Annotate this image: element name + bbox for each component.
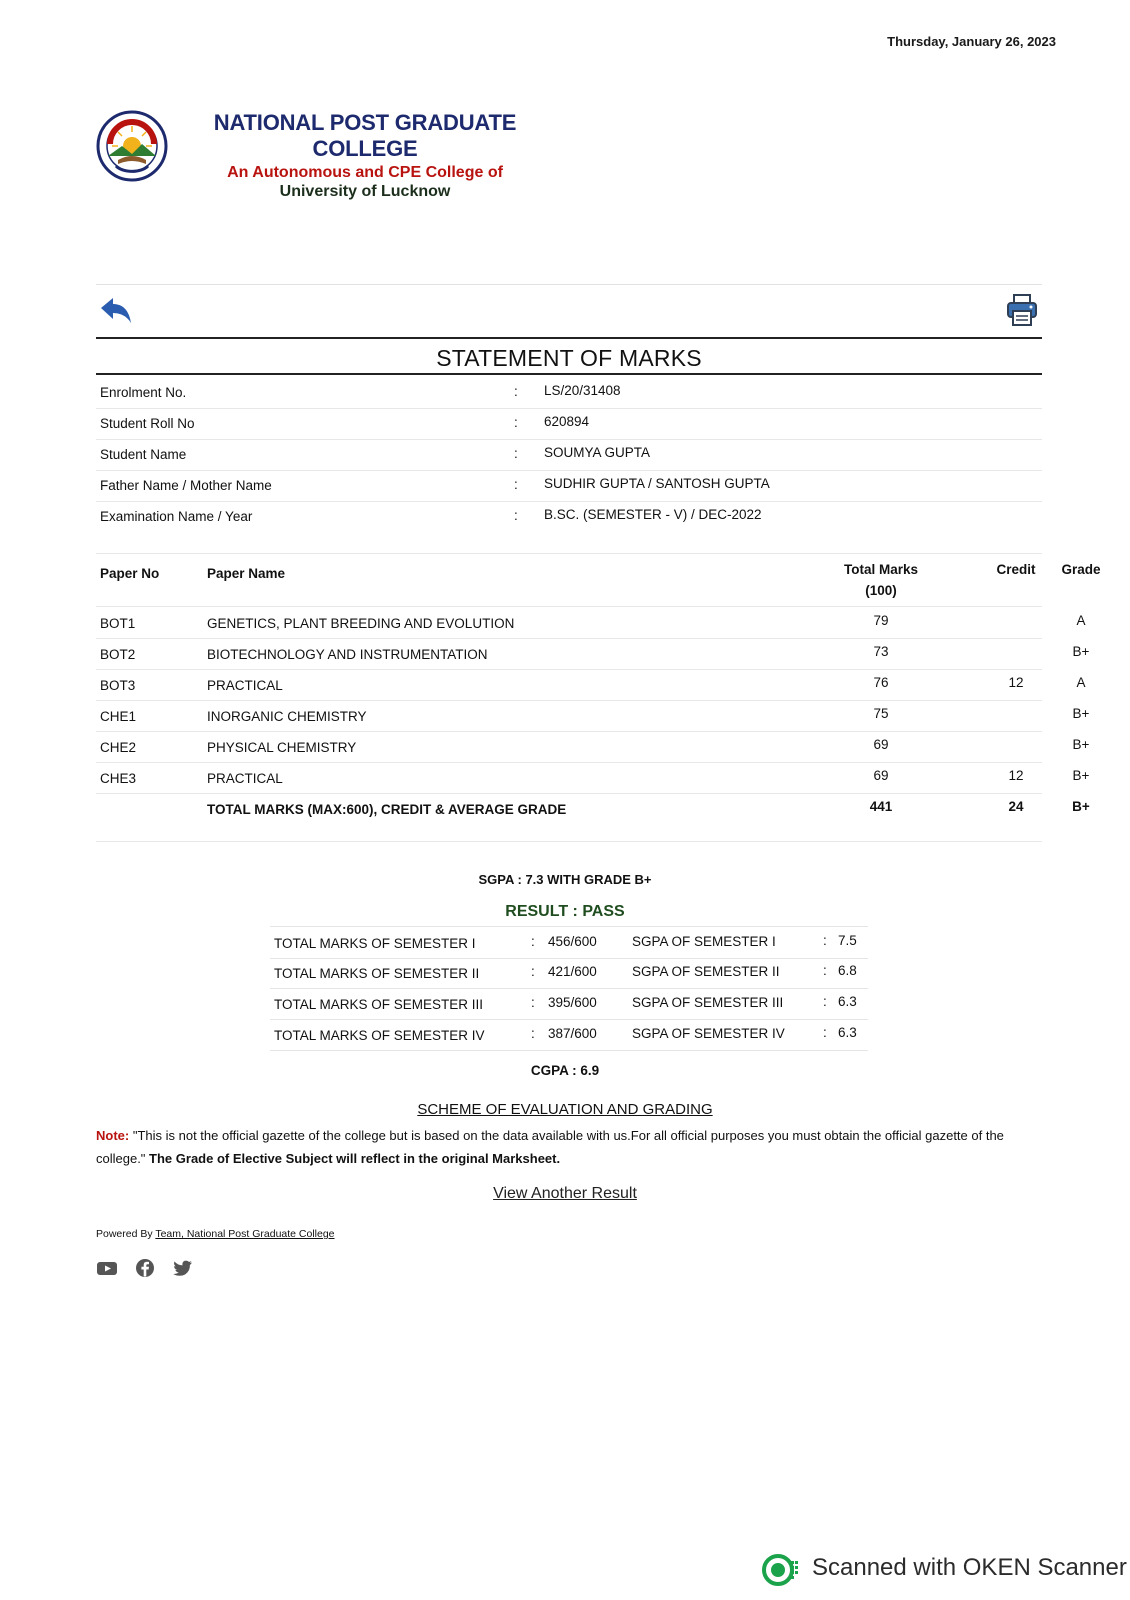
info-sep: : [514,384,518,399]
paper-grade: A [1076,613,1086,628]
sem-sgpa-label: SGPA OF SEMESTER III [632,995,784,1010]
info-label: Examination Name / Year [100,509,253,524]
paper-marks: 69 [873,737,889,752]
paper-grade: B+ [1072,706,1090,721]
college-name: NATIONAL POST GRADUATE COLLEGE [213,110,517,161]
paper-grade: B+ [1072,737,1090,752]
info-sep: : [514,508,518,523]
paper-credit: 12 [1008,675,1024,690]
paper-marks: 79 [873,613,889,628]
paper-marks: 75 [873,706,889,721]
sem-colon: : [823,1025,827,1040]
youtube-icon[interactable] [96,1258,118,1278]
sem-sgpa: 6.8 [838,963,857,978]
divider [96,284,1042,285]
title-bottom-rule [96,373,1042,375]
total-label: TOTAL MARKS (MAX:600), CREDIT & AVERAGE GRADE [207,802,567,817]
powered-by [96,1228,335,1240]
sem-colon: : [531,1026,535,1041]
sem-sgpa-label: SGPA OF SEMESTER I [632,934,776,949]
back-arrow-icon[interactable] [98,295,134,327]
college-subtitle-1: An Autonomous and CPE College of [227,164,503,181]
paper-marks: 76 [873,675,889,690]
sem-sgpa-label: SGPA OF SEMESTER IV [632,1026,785,1041]
total-grade: B+ [1072,799,1090,814]
scheme-of-evaluation-link[interactable]: SCHEME OF EVALUATION AND GRADING [417,1101,713,1118]
paper-credit: 12 [1008,768,1024,783]
info-sep: : [514,446,518,461]
sem-colon: : [823,994,827,1009]
info-value: LS/20/31408 [544,383,621,398]
note-bold-text: The Grade of Elective Subject will reflect in the original Marksheet. [149,1151,561,1166]
info-row [96,439,1042,471]
sem-marks: 395/600 [548,995,597,1010]
paper-marks: 73 [873,644,889,659]
paper-grade: B+ [1072,644,1090,659]
paper-no: BOT2 [100,647,136,662]
info-label: Enrolment No. [100,385,187,400]
semester-row [270,1019,868,1051]
paper-name: PHYSICAL CHEMISTRY [207,740,357,755]
info-label: Father Name / Mother Name [100,478,272,493]
semester-row [270,988,868,1020]
info-sep: : [514,415,518,430]
disclaimer-note [96,1124,1042,1170]
paper-name: INORGANIC CHEMISTRY [207,709,367,724]
powered-prefix: Powered By [96,1228,156,1240]
header-paper-no: Paper No [100,566,160,581]
header-paper-name: Paper Name [207,566,286,581]
paper-no: CHE1 [100,709,137,724]
paper-no: BOT3 [100,678,136,693]
title-top-rule [96,337,1042,339]
college-heading [175,110,555,201]
total-row [96,793,1090,842]
sem-colon: : [531,964,535,979]
info-value: 620894 [544,414,590,429]
sem-colon: : [823,933,827,948]
sem-sgpa: 6.3 [838,1025,857,1040]
twitter-icon[interactable] [172,1258,194,1278]
total-credit: 24 [1008,799,1024,814]
table-row [96,731,1090,763]
college-seal-logo [96,110,168,182]
total-marks: 441 [869,799,893,814]
college-subtitle-2: University of Lucknow [279,183,451,200]
paper-name: BIOTECHNOLOGY AND INSTRUMENTATION [207,647,488,662]
info-value: SOUMYA GUPTA [544,445,651,460]
info-row [96,408,1042,440]
table-row [96,607,1086,639]
table-row [96,762,1090,794]
paper-grade: B+ [1072,768,1090,783]
info-label: Student Name [100,447,187,462]
printer-icon[interactable] [1006,293,1038,327]
paper-no: CHE2 [100,740,137,755]
info-row [96,377,1042,409]
info-value: B.SC. (SEMESTER - V) / DEC-2022 [544,507,762,522]
table-row [96,638,1090,670]
info-sep: : [514,477,518,492]
header-grade: Grade [1061,562,1101,577]
paper-grade: A [1076,675,1086,690]
info-row [96,470,1042,502]
marks-table-header [96,554,1101,607]
info-row [96,501,1042,554]
header-total-marks-sub: (100) [865,583,897,598]
result-status: RESULT : PASS [505,903,625,920]
paper-name: PRACTICAL [207,678,283,693]
note-label: Note: [96,1128,130,1143]
sem-colon: : [823,963,827,978]
sem-colon: : [531,934,535,949]
paper-name: PRACTICAL [207,771,283,786]
paper-marks: 69 [873,768,889,783]
view-another-result-link[interactable]: View Another Result [493,1185,637,1202]
sem-marks-label: TOTAL MARKS OF SEMESTER I [274,936,476,951]
sgpa-summary: SGPA : 7.3 WITH GRADE B+ [478,872,652,887]
note-text: "This is not the official gazette of the college but is based on the data available with us.For all official purposes you must obtain the official gazette of the college." [96,1128,1004,1166]
sem-marks: 421/600 [548,964,597,979]
sem-sgpa-label: SGPA OF SEMESTER II [632,964,780,979]
sem-sgpa: 7.5 [838,933,857,948]
sem-marks-label: TOTAL MARKS OF SEMESTER II [274,966,480,981]
sem-marks-label: TOTAL MARKS OF SEMESTER III [274,997,484,1012]
sem-marks: 387/600 [548,1026,597,1041]
info-label: Student Roll No [100,416,195,431]
header-credit: Credit [996,562,1036,577]
print-date: Thursday, January 26, 2023 [887,34,1056,49]
table-row [96,669,1086,701]
cgpa-value: CGPA : 6.9 [530,1063,600,1078]
oken-scanner-logo [761,1552,801,1588]
team-link[interactable]: Team, National Post Graduate College [155,1228,335,1240]
sem-colon: : [531,995,535,1010]
table-row [96,700,1090,732]
sem-sgpa: 6.3 [838,994,857,1009]
paper-no: CHE3 [100,771,137,786]
paper-no: BOT1 [100,616,136,631]
semester-row [270,957,868,989]
info-value: SUDHIR GUPTA / SANTOSH GUPTA [544,476,770,491]
semester-row [270,926,868,959]
header-total-marks: Total Marks [843,562,919,577]
scanner-watermark-text: Scanned with OKEN Scanner [812,1554,1127,1581]
sem-marks-label: TOTAL MARKS OF SEMESTER IV [274,1028,485,1043]
facebook-icon[interactable] [134,1258,156,1278]
page-title: STATEMENT OF MARKS [436,345,702,371]
sem-marks: 456/600 [548,934,597,949]
paper-name: GENETICS, PLANT BREEDING AND EVOLUTION [207,616,515,631]
